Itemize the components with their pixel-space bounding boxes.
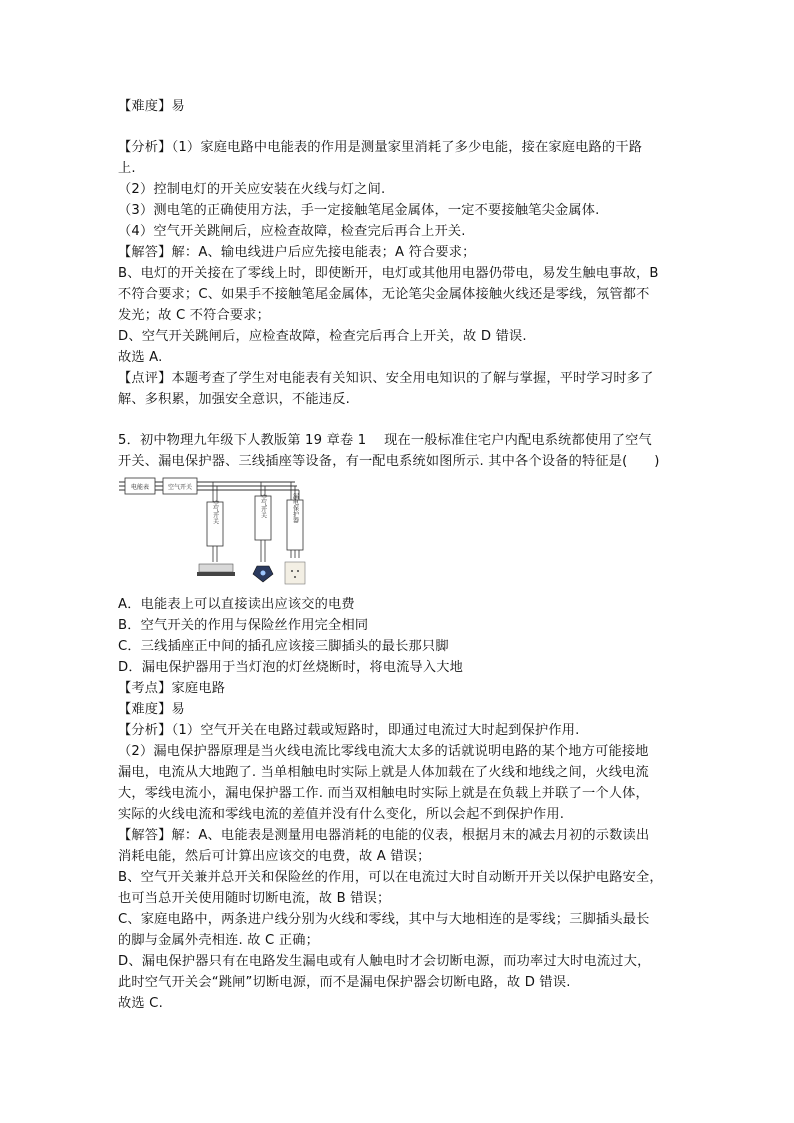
question-stem: 开关、漏电保护器、三线插座等设备，有一配电系统如图所示. 其中各个设备的特征是( ) [118, 454, 660, 469]
answer-conclusion: 故选 A. [118, 350, 163, 365]
answer-line: 【解答】解：A、电能表是测量用电器消耗的电能的仪表，根据月末的减去月初的示数读出 [118, 828, 650, 843]
answer-line: 不符合要求；C、如果手不接触笔尾金属体，无论笔尖金属体接触火线还是零线，氖管都不 [118, 287, 650, 302]
analysis-line: 大，零线电流小，漏电保护器工作. 而当双相触电时实际上就是在负载上并联了一个人体， [118, 786, 649, 801]
distribution-diagram [117, 474, 309, 590]
analysis-line: （2）漏电保护器原理是当火线电流比零线电流大太多的话就说明电路的某个地方可能接地 [118, 744, 649, 759]
answer-line: B、空气开关兼并总开关和保险丝的作用，可以在电流过大时自动断开开关以保护电路安全， [118, 870, 663, 885]
option-b: B．空气开关的作用与保险丝作用完全相同 [118, 618, 369, 633]
leakage-protector-label: 漏电保护器 [291, 493, 299, 523]
option-a: A．电能表上可以直接读出应该交的电费 [118, 597, 355, 612]
question-stem: 5．初中物理九年级下人教版第 19 章卷 1 现在一般标准住宅户内配电系统都使用了空气 [118, 433, 652, 448]
comment-line: 解、多积累，加强安全意识，不能违反. [118, 392, 350, 407]
answer-line: C、家庭电路中，两条进户线分别为火线和零线，其中与大地相连的是零线；三脚插头最长 [118, 912, 650, 927]
analysis-line: 【分析】（1）家庭电路中电能表的作用是测量家里消耗了多少电能，接在家庭电路的干路 [118, 140, 643, 155]
lamp-highlight [261, 571, 266, 576]
answer-line: 此时空气开关会“跳闸”切断电源，而不是漏电保护器会切断电路，故 D 错误. [118, 975, 571, 990]
answer-line: D、漏电保护器只有在电路发生漏电或有人触电时才会切断电源，而功率过大时电流过大， [118, 954, 651, 969]
branch-switch-2-label: 空气开关 [259, 494, 267, 518]
air-conditioner-base [197, 572, 235, 576]
analysis-line: 【分析】（1）空气开关在电路过载或短路时，即通过电流过大时起到保护作用. [118, 723, 580, 738]
air-conditioner-icon [199, 564, 233, 572]
meter-label: 电能表 [130, 484, 150, 491]
branch-switch-1-label: 空气开关 [211, 500, 219, 524]
difficulty-label: 【难度】易 [118, 99, 185, 114]
analysis-line: 上. [118, 161, 136, 176]
socket-icon [285, 562, 305, 584]
socket-hole [291, 570, 293, 572]
difficulty-label: 【难度】易 [118, 702, 185, 717]
answer-conclusion: 故选 C. [118, 996, 163, 1011]
point-label: 【考点】家庭电路 [118, 681, 226, 696]
answer-line: 发光；故 C 不符合要求； [118, 308, 271, 323]
main-switch-label: 空气开关 [167, 484, 193, 491]
comment-line: 【点评】本题考查了学生对电能表有关知识、安全用电知识的了解与掌握，平时学习时多了 [118, 371, 654, 386]
answer-line: 消耗电能，然后可计算出应该交的电费，故 A 错误； [118, 849, 431, 864]
analysis-line: （2）控制电灯的开关应安装在火线与灯之间. [118, 182, 386, 197]
answer-line: 的脚与金属外壳相连. 故 C 正确； [118, 933, 320, 948]
answer-line: 【解答】解：A、输电线进户后应先接电能表；A 符合要求； [118, 245, 476, 260]
analysis-line: 实际的火线电流和零线电流的差值并没有什么变化，所以会起不到保护作用. [118, 807, 565, 822]
answer-line: 也可当总开关使用随时切断电流，故 B 错误； [118, 891, 391, 906]
answer-line: D、空气开关跳闸后，应检查故障，检查完后再合上开关，故 D 错误. [118, 329, 527, 344]
socket-hole [294, 576, 296, 578]
analysis-line: 漏电，电流从大地跑了. 当单相触电时实际上就是人体加载在了火线和地线之间，火线电流 [118, 765, 649, 780]
answer-line: B、电灯的开关接在了零线上时，即使断开，电灯或其他用电器仍带电，易发生触电事故，B [118, 266, 659, 281]
analysis-line: （3）测电笔的正确使用方法，手一定接触笔尾金属体，一定不要接触笔尖金属体. [118, 203, 600, 218]
option-d: D．漏电保护器用于当灯泡的灯丝烧断时，将电流导入大地 [118, 660, 464, 675]
socket-hole [297, 570, 299, 572]
analysis-line: （4）空气开关跳闸后，应检查故障，检查完后再合上开关. [118, 224, 466, 239]
option-c: C．三线插座正中间的插孔应该接三脚插头的最长那只脚 [118, 639, 449, 654]
